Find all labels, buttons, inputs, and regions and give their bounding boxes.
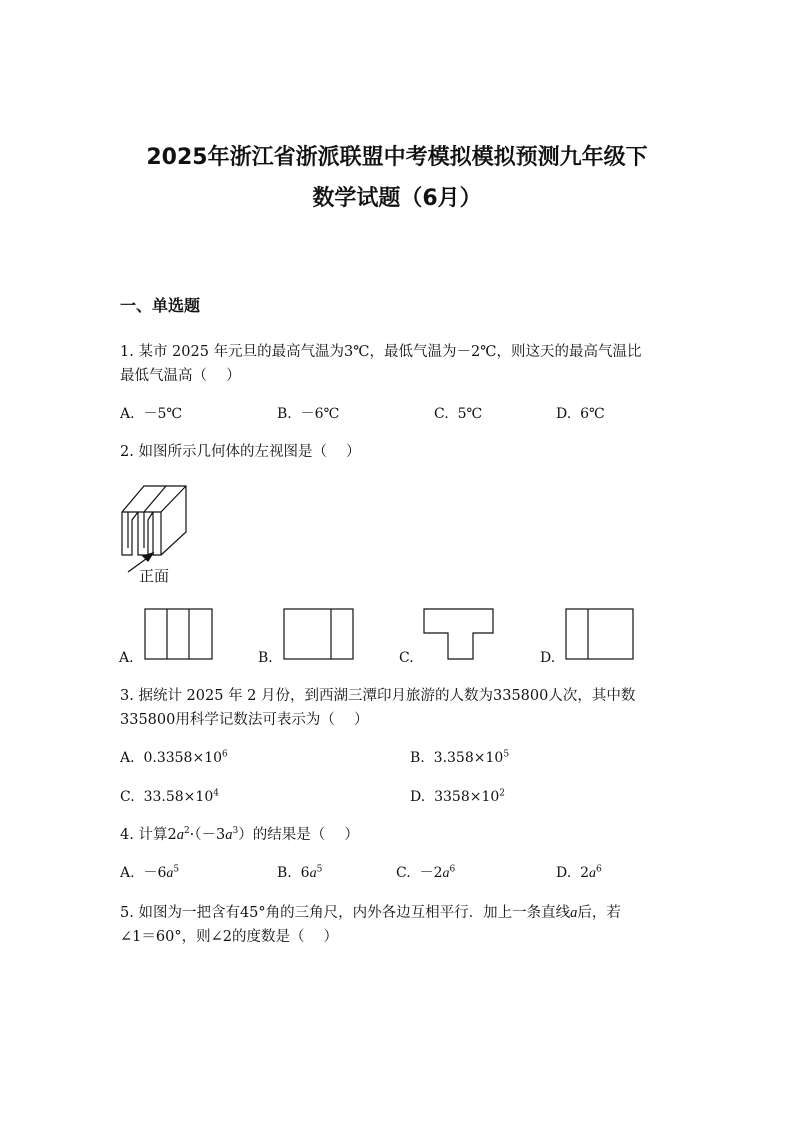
question-5-line1: [120, 901, 680, 925]
option-letter: C.: [434, 406, 449, 422]
q2-option-c-letter[interactable]: C.: [399, 650, 414, 666]
option-mantissa: 3.358: [433, 750, 474, 766]
option-var: a: [309, 866, 317, 881]
exam-title-line1: 2025年浙江省浙派联盟中考模拟模拟预测九年级下: [146, 145, 648, 170]
q4-expr-exp: 2: [183, 826, 190, 837]
times-sign: ×: [192, 750, 205, 766]
q4-expr-close: ）: [238, 827, 253, 843]
front-label: 正面: [139, 567, 170, 585]
option-var: a: [166, 866, 174, 881]
section-heading: 一、单选题: [120, 296, 201, 315]
q5-text: 5. 如图为一把含有45°角的三角尺，内外各边互相平行．加上一条直线: [120, 905, 571, 921]
option-letter: C.: [396, 865, 411, 881]
question-5: [120, 901, 680, 949]
times-sign: ×: [469, 789, 482, 805]
q2-option-d-letter[interactable]: D.: [540, 650, 556, 666]
option-letter: D.: [410, 789, 426, 805]
q4-expr-var: a: [225, 827, 233, 843]
option-letter: A.: [120, 865, 135, 881]
q4-option-d[interactable]: [556, 863, 602, 884]
option-text: －5℃: [143, 406, 183, 422]
q2-option-a-letter[interactable]: A.: [119, 650, 134, 666]
option-coef: 2: [580, 865, 590, 881]
option-letter: C.: [120, 789, 135, 805]
question-4-stem: [120, 823, 680, 847]
q4-expr-mid: ·（－3: [189, 827, 226, 843]
option-base: 10: [485, 750, 504, 766]
q5-text: 后，若: [577, 905, 621, 921]
option-base: 10: [481, 789, 500, 805]
option-letter: D.: [556, 406, 572, 422]
option-text: 5℃: [457, 406, 483, 422]
option-mantissa: 3358: [434, 789, 470, 805]
option-letter: D.: [556, 865, 572, 881]
q4-expr-coef: 2: [167, 827, 177, 843]
q3-option-c[interactable]: [120, 787, 219, 807]
option-exponent: 5: [316, 864, 323, 875]
option-exponent: 5: [503, 749, 510, 760]
question-1-line1: 1. 某市 2025 年元旦的最高气温为3℃，最低气温为－2℃，则这天的最高气温比: [120, 344, 642, 360]
q3-option-a[interactable]: [120, 748, 228, 768]
q4-option-a[interactable]: [120, 863, 179, 884]
option-exponent: 4: [213, 788, 219, 799]
option-letter: B.: [410, 750, 425, 766]
option-mantissa: 33.58: [143, 789, 184, 805]
option-letter: A.: [120, 406, 135, 422]
q2-option-b-letter[interactable]: B.: [258, 650, 273, 666]
option-text: 6℃: [580, 406, 605, 422]
question-5-line2: ∠1＝60°，则∠2的度数是（ ）: [120, 929, 339, 945]
option-letter: B.: [277, 406, 292, 422]
q5-line-var: a: [570, 905, 578, 921]
option-base: 10: [195, 789, 214, 805]
option-exponent: 6: [222, 749, 228, 760]
option-exponent: 6: [449, 864, 456, 875]
option-coef: －2: [419, 865, 443, 881]
option-var: a: [442, 866, 450, 881]
option-letter: A.: [120, 750, 135, 766]
question-3: [120, 684, 680, 732]
times-sign: ×: [473, 750, 486, 766]
q4-expr-exp: 3: [232, 826, 239, 837]
option-exponent: 2: [499, 788, 506, 799]
q4-option-c[interactable]: [396, 863, 455, 884]
option-coef: －6: [143, 865, 167, 881]
option-letter: B.: [277, 865, 292, 881]
option-exponent: 5: [173, 864, 180, 875]
q3-option-b[interactable]: [410, 748, 509, 768]
option-coef: 6: [300, 865, 310, 881]
question-1-line2: 最低气温高（ ）: [120, 368, 241, 384]
times-sign: ×: [183, 789, 196, 805]
option-mantissa: 0.3358: [143, 750, 193, 766]
q4-prefix: 4. 计算: [120, 827, 168, 843]
question-2-stem: 2. 如图所示几何体的左视图是（ ）: [120, 444, 361, 460]
question-3-line2: 335800用科学记数法可表示为（ ）: [120, 712, 369, 728]
q4-option-b[interactable]: [277, 863, 322, 884]
q3-option-d[interactable]: [410, 787, 505, 807]
question-3-line1: 3. 据统计 2025 年 2 月份，到西湖三潭印月旅游的人数为335800人次，其中数: [120, 688, 636, 704]
q4-suffix: 的结果是（ ）: [252, 827, 359, 843]
option-var: a: [589, 866, 597, 881]
exam-title-line2: 数学试题（6月）: [312, 186, 482, 211]
option-base: 10: [204, 750, 223, 766]
q4-expr-var: a: [176, 827, 184, 843]
option-text: －6℃: [300, 406, 340, 422]
option-exponent: 6: [596, 864, 602, 875]
